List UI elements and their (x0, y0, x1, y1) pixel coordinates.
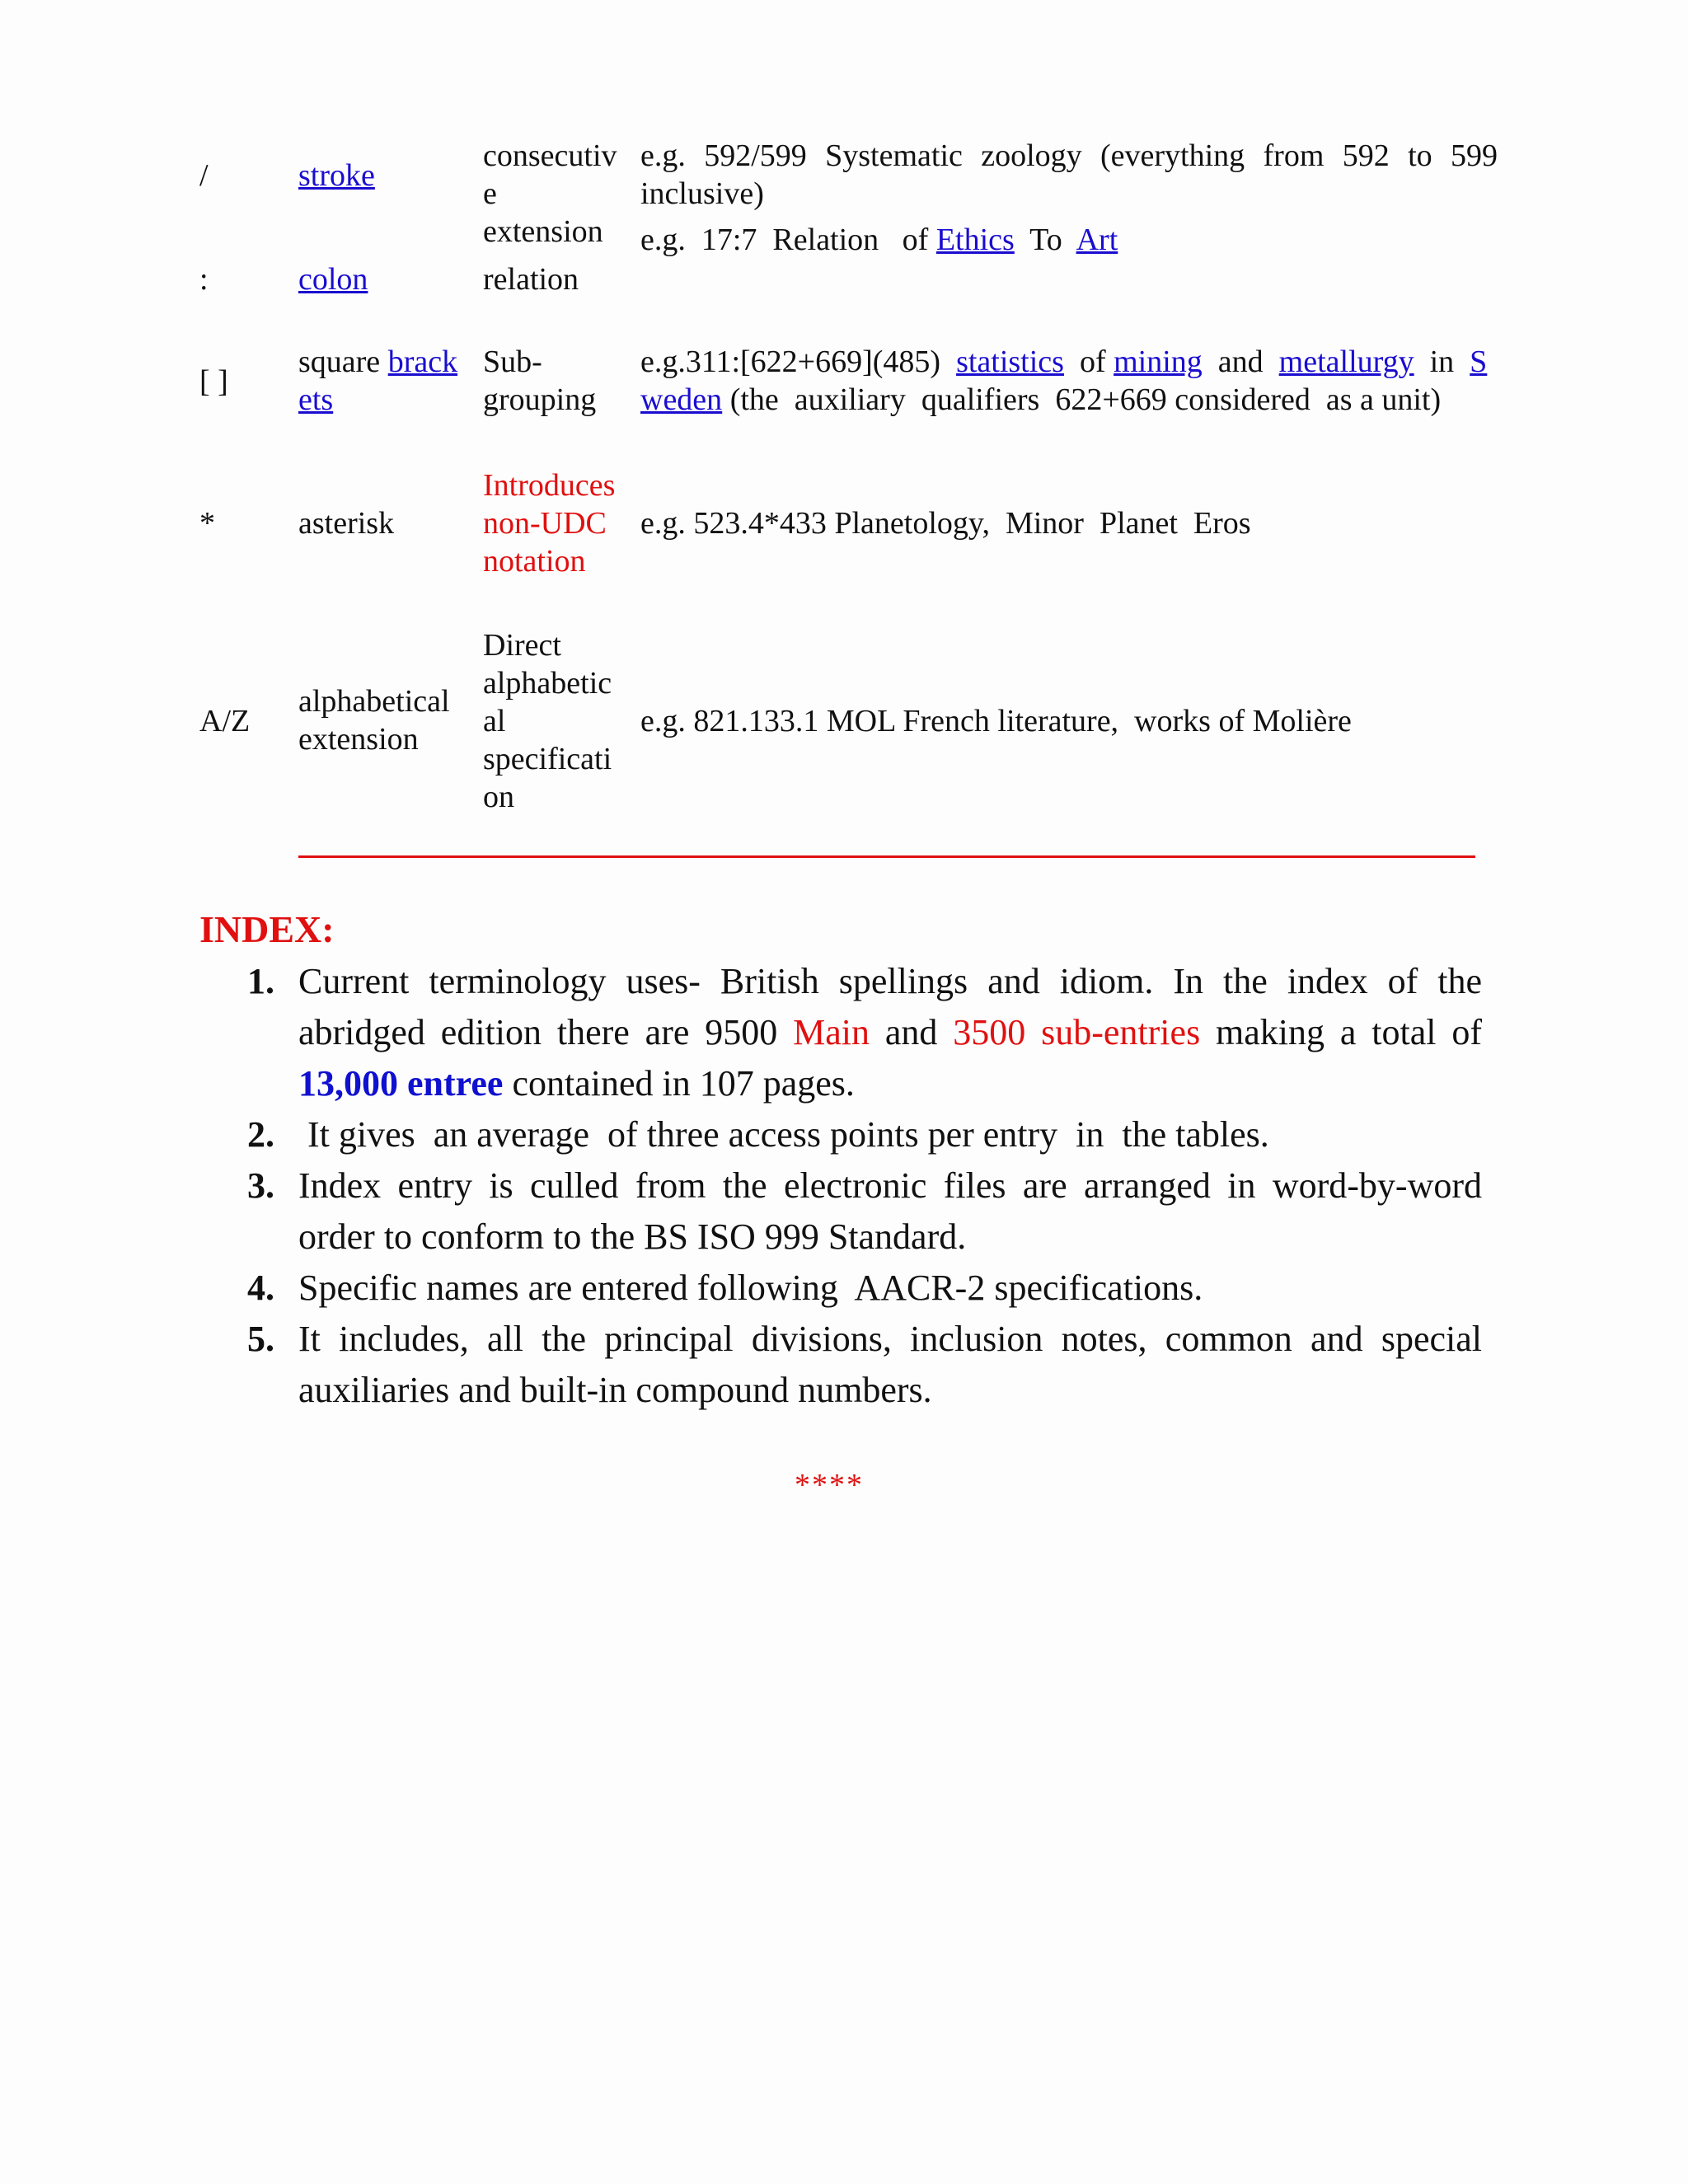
meaning-cell (483, 626, 623, 816)
name-cell (298, 682, 450, 758)
item-text: making a total of (1200, 1012, 1482, 1052)
meaning-line: Direct (483, 628, 561, 663)
example-text: and (1202, 344, 1279, 379)
list-number: 2. (247, 1114, 274, 1155)
list-text: Specific names are entered following AACR-2 specifications. (298, 1268, 1203, 1308)
meaning-line: on (483, 780, 514, 814)
list-text: Index entry is culled from the electronic files are arranged in word-by-word order to conform to the BS ISO 999 Standard. (298, 1165, 1482, 1257)
art-link[interactable]: Art (1076, 223, 1118, 257)
brackets-link-cont[interactable]: ets (298, 382, 334, 417)
metallurgy-link[interactable]: metallurgy (1278, 344, 1414, 379)
example-cell: e.g. 523.4*433 Planetology, Minor Planet Eros (640, 506, 1251, 541)
stroke-link[interactable]: stroke (298, 158, 375, 193)
ethics-link[interactable]: Ethics (935, 223, 1015, 257)
list-number: 4. (247, 1268, 274, 1308)
meaning-line: alphabetic (483, 666, 612, 701)
name-cell (298, 343, 471, 419)
meaning-line: e extension (483, 176, 603, 249)
meaning-cell: relation (483, 262, 579, 297)
symbol-cell: / (199, 158, 209, 193)
list-text (298, 956, 1482, 1109)
meaning-cell (483, 343, 623, 419)
symbol-cell: : (199, 262, 209, 297)
example-cell (640, 221, 1498, 259)
name-cell (298, 157, 375, 194)
name-line: extension (298, 722, 419, 757)
meaning-line: al (483, 704, 506, 738)
name-cell (298, 260, 368, 298)
meaning-line: Introduces (483, 468, 616, 503)
name-line (298, 343, 471, 381)
list-number: 3. (247, 1165, 274, 1206)
meaning-line: Sub- (483, 344, 542, 379)
name-text: square (298, 344, 388, 379)
name-line (298, 381, 471, 419)
sub-entries-highlight: 3500 sub-entries (953, 1012, 1201, 1052)
example-text: e.g.311:[622+669](485) (640, 344, 957, 379)
item-text: and (870, 1012, 954, 1052)
brackets-link[interactable]: brack (387, 344, 458, 379)
example-cell: e.g. 592/599 Systematic zoology (everything from 592 to 599 inclusive) (640, 138, 1498, 211)
end-marker: **** (795, 1468, 864, 1502)
index-heading: INDEX: (199, 908, 335, 950)
meaning-line: notation (483, 544, 586, 579)
item-text: Current terminology uses- British spellings and idiom. In the index of the abridged edition there are 9500 (298, 961, 1482, 1052)
mining-link[interactable]: mining (1114, 344, 1203, 379)
item-text: contained in 107 pages. (503, 1063, 855, 1104)
list-text: It gives an average of three access points per entry in the tables. (298, 1114, 1269, 1155)
statistics-link[interactable]: statistics (956, 344, 1064, 379)
symbol-cell: [ ] (199, 364, 228, 399)
list-number: 1. (247, 961, 274, 1001)
name-cell: asterisk (298, 506, 395, 541)
meaning-line: grouping (483, 382, 597, 417)
example-cell: e.g. 821.133.1 MOL French literature, works of Molière (640, 704, 1352, 738)
meaning-cell (483, 137, 623, 251)
main-highlight: Main (793, 1012, 870, 1052)
example-text: in (1414, 344, 1470, 379)
sweden-link-cont[interactable]: weden (640, 382, 723, 417)
meaning-line: non-UDC (483, 506, 607, 541)
example-cell (640, 343, 1498, 419)
colon-link[interactable]: colon (298, 262, 368, 297)
list-number: 5. (247, 1319, 274, 1359)
example-text: (the auxiliary qualifiers 622+669 considered as a unit) (722, 382, 1442, 417)
meaning-cell (483, 466, 623, 580)
example-text: of (1063, 344, 1114, 379)
total-highlight: 13,000 entree (298, 1063, 504, 1104)
list-text: It includes, all the principal divisions, inclusion notes, common and special auxiliaries and built-in compound numbers. (298, 1319, 1482, 1410)
red-divider (298, 855, 1475, 858)
symbol-cell: A/Z (199, 704, 251, 738)
meaning-line: specificati (483, 742, 612, 776)
example-text: e.g. 17:7 Relation of (640, 223, 936, 257)
symbol-cell: * (199, 506, 215, 541)
name-line: alphabetical (298, 684, 450, 719)
example-text: To (1014, 223, 1076, 257)
meaning-line: consecutiv (483, 138, 617, 173)
sweden-link[interactable]: S (1470, 344, 1488, 379)
